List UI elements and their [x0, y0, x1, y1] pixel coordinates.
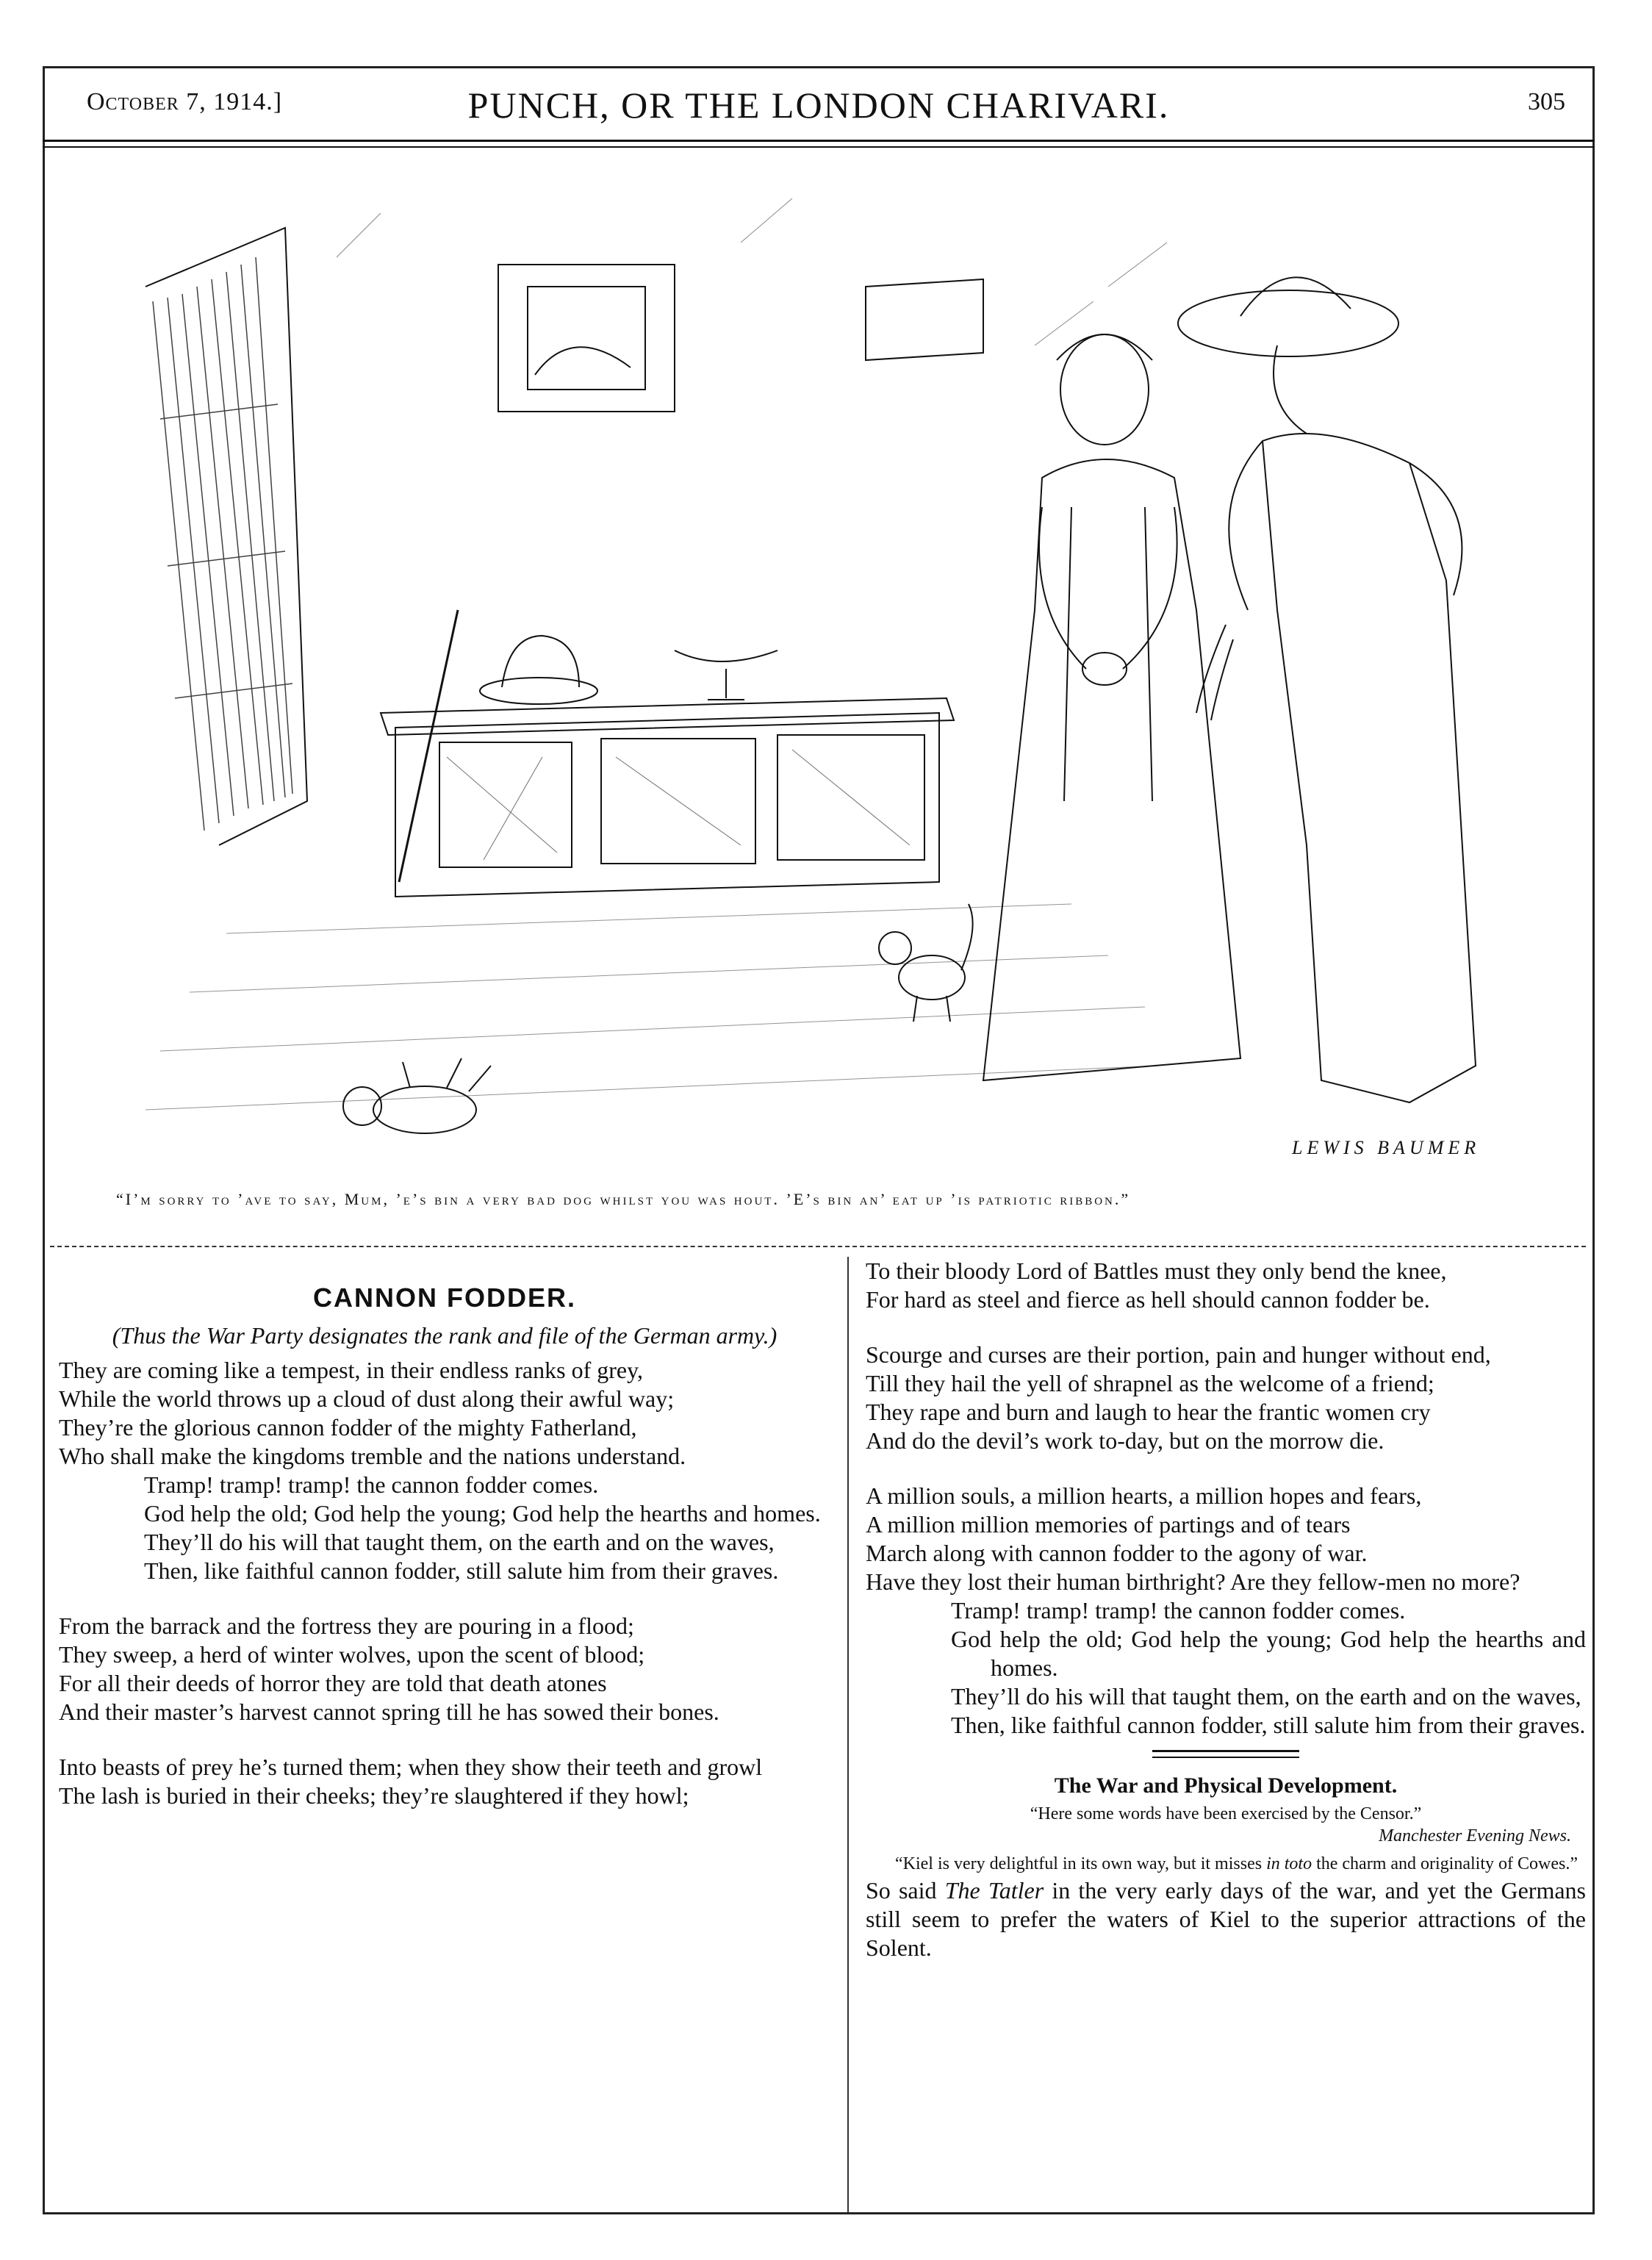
poem-line: Scourge and curses are their portion, pain and hunger without end,	[866, 1341, 1491, 1368]
stanza-3a	[59, 1753, 830, 1810]
stanza-2	[59, 1612, 830, 1726]
refrain-line: Tramp! tramp! tramp! the cannon fodder comes.	[951, 1597, 1406, 1624]
poem-line: And their master’s harvest cannot spring till he has sowed their bones.	[59, 1698, 719, 1725]
column-divider	[847, 1257, 849, 2212]
refrain-line: Then, like faithful cannon fodder, still salute him from their graves.	[144, 1557, 779, 1584]
article-rule	[1152, 1750, 1299, 1758]
poem-title: CANNON FODDER.	[313, 1283, 576, 1313]
poem-line: They’re the glorious cannon fodder of the mighty Fatherland,	[59, 1414, 637, 1441]
frame-right-rule	[1592, 66, 1595, 2212]
stanza-3b	[866, 1257, 1586, 1314]
wall-picture-frame-2	[866, 279, 983, 360]
header-title: PUNCH, OR THE LONDON CHARIVARI.	[467, 85, 1170, 126]
frame-bottom-rule	[43, 2212, 1595, 2214]
sideboard	[395, 713, 939, 897]
page-header	[43, 85, 1595, 132]
article-title: The War and Physical Development.	[1054, 1773, 1398, 1798]
poem-line: A million million memories of partings and of tears	[866, 1511, 1351, 1538]
poem-line: And do the devil’s work to-day, but on the morrow die.	[866, 1427, 1385, 1454]
poem-line: For hard as steel and fierce as hell should cannon fodder be.	[866, 1286, 1430, 1313]
header-page-number: 305	[1528, 88, 1565, 115]
refrain-line: Then, like faithful cannon fodder, still salute him from their graves.	[951, 1712, 1586, 1738]
header-date: October 7, 1914.]	[87, 88, 283, 115]
poem-line: They rape and burn and laugh to hear the frantic women cry	[866, 1399, 1431, 1425]
poem-line: The lash is buried in their cheeks; they’re slaughtered if they howl;	[59, 1782, 689, 1809]
poem-line: For all their deeds of horror they are told that death atones	[59, 1670, 607, 1696]
refrain-line: They’ll do his will that taught them, on the earth and on the waves,	[144, 1529, 775, 1555]
left-column	[59, 1257, 830, 1810]
poem-line: Who shall make the kingdoms tremble and the nations understand.	[59, 1443, 686, 1469]
section-divider-rule	[50, 1246, 1586, 1247]
poem-subtitle: (Thus the War Party designates the rank and file of the German army.)	[112, 1322, 777, 1349]
poem-line: They sweep, a herd of winter wolves, upon the scent of blood;	[59, 1641, 645, 1668]
frame-top-rule	[43, 66, 1595, 68]
poem-line: March along with cannon fodder to the agony of war.	[866, 1540, 1368, 1566]
refrain-line: Tramp! tramp! tramp! the cannon fodder comes.	[144, 1471, 599, 1498]
article-small-quote: “Kiel is very delightful in its own way, but it misses in toto the charm and originality of Cowes.”	[895, 1854, 1578, 1873]
poem-line: Into beasts of prey he’s turned them; when they show their teeth and growl	[59, 1754, 763, 1780]
poem-line: To their bloody Lord of Battles must they only bend the knee,	[866, 1258, 1447, 1284]
refrain-line: God help the old; God help the young; God help the hearths and homes.	[951, 1626, 1586, 1681]
cartoon-caption: “I’m sorry to ’ave to say, Mum, ’e’s bin a very bad dog whilst you was hout. ’E’s bin an’ eat up ’is patriotic ribbon.”	[116, 1190, 1131, 1208]
hat	[480, 678, 597, 704]
bowl	[675, 650, 777, 661]
page	[43, 51, 1595, 2227]
article-quote: “Here some words have been exercised by the Censor.”	[1030, 1804, 1422, 1823]
refrain-2	[866, 1596, 1586, 1740]
frame-left-rule	[43, 66, 45, 2212]
poem-line: Till they hail the yell of shrapnel as the welcome of a friend;	[866, 1370, 1434, 1396]
artist-signature: LEWIS BAUMER	[1292, 1137, 1481, 1158]
poem-line: They are coming like a tempest, in their endless ranks of grey,	[59, 1357, 643, 1383]
refrain-1	[59, 1471, 830, 1585]
article-body: So said The Tatler in the very early days of the war, and yet the Germans still seem to prefer the waters of Kiel to the superior attractions of the Solent.	[866, 1877, 1587, 1961]
right-column	[866, 1257, 1586, 1962]
umbrella	[399, 610, 458, 882]
refrain-line: God help the old; God help the young; God help the hearths and homes.	[144, 1500, 821, 1527]
lady-figure	[1178, 277, 1476, 1102]
stanza-5	[866, 1482, 1586, 1596]
poem-line: While the world throws up a cloud of dust along their awful way;	[59, 1385, 675, 1412]
refrain-line: They’ll do his will that taught them, on the earth and on the waves,	[951, 1683, 1581, 1710]
poem-line: From the barrack and the fortress they are pouring in a flood;	[59, 1613, 634, 1639]
cartoon-illustration	[116, 198, 1579, 1169]
stanza-4	[866, 1341, 1586, 1455]
article-source: Manchester Evening News.	[1379, 1826, 1571, 1845]
header-rule	[43, 140, 1595, 148]
poem-line: Have they lost their human birthright? Are they fellow-men no more?	[866, 1568, 1520, 1595]
stanza-1	[59, 1356, 830, 1471]
maid-figure	[983, 334, 1240, 1080]
poem-line: A million souls, a million hearts, a million hopes and fears,	[866, 1482, 1422, 1509]
